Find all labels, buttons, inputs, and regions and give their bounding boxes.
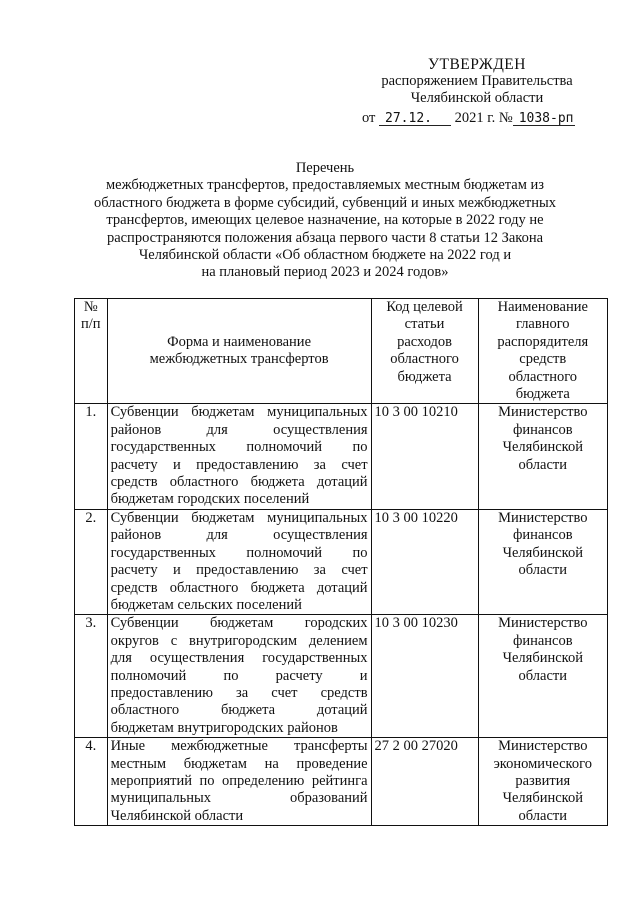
transfer-name-line: расчету и предоставлению за счет — [110, 562, 368, 579]
transfer-name-line: Челябинской области — [110, 807, 244, 824]
transfer-name — [107, 404, 371, 509]
header-admin-line: Наименование — [497, 299, 588, 315]
target-code: 27 2 00 27020 — [371, 738, 478, 826]
administrator-line: Министерство — [498, 509, 588, 526]
header-num-line: п/п — [81, 316, 101, 333]
header-admin-line: средств — [519, 351, 567, 368]
approval-number: 1038-рп — [513, 112, 575, 126]
header-admin-line: бюджета — [515, 386, 570, 403]
transfer-name-line: районов для осуществления — [110, 421, 368, 438]
administrator-line: финансов — [512, 527, 573, 544]
transfer-name — [107, 738, 371, 826]
transfer-name-line: мероприятий по определению рейтинга — [110, 772, 368, 789]
transfer-name-line: бюджетам сельских поселений — [110, 596, 302, 613]
administrator-line: Министерство — [498, 738, 588, 755]
administrator-line: финансов — [512, 632, 573, 649]
header-code-line: областного — [390, 351, 459, 368]
transfer-name-line: муниципальных образований — [110, 790, 368, 807]
header-num — [75, 299, 108, 404]
header-code-line: статьи — [404, 316, 445, 333]
row-number: 2. — [75, 509, 108, 614]
header-form-line: межбюджетных трансфертов — [149, 351, 329, 368]
header-form — [107, 299, 371, 404]
table-row — [75, 509, 608, 614]
table-header-row — [75, 299, 608, 404]
transfer-name-line: Субвенции бюджетам муниципальных — [110, 404, 368, 421]
header-code-line: расходов — [397, 333, 453, 350]
header-code-line: Код целевой — [386, 299, 463, 315]
row-number: 1. — [75, 404, 108, 509]
administrator-line: экономического — [493, 755, 592, 772]
administrator-line: Министерство — [498, 404, 588, 421]
budget-administrator — [478, 738, 607, 826]
transfer-name-line: государственных полномочий по — [110, 439, 368, 456]
header-admin — [478, 299, 607, 404]
transfer-name-line: бюджетам городских поселений — [110, 491, 310, 508]
row-number: 4. — [75, 738, 108, 826]
target-code: 10 3 00 10230 — [371, 615, 478, 738]
header-code — [371, 299, 478, 404]
table-row — [75, 615, 608, 738]
transfer-name-line: государственных полномочий по — [110, 544, 368, 561]
table-row — [75, 404, 608, 509]
administrator-line: области — [518, 562, 568, 579]
transfer-name-line: бюджетам внутригородских районов — [110, 719, 338, 736]
transfer-name-line: полномочий по расчету и — [110, 667, 368, 684]
administrator-line: Челябинской — [502, 544, 583, 561]
approval-date-line — [362, 110, 592, 127]
budget-administrator — [478, 509, 607, 614]
approval-year: 2021 г. — [454, 110, 496, 126]
administrator-line: области — [518, 456, 568, 473]
administrator-line: Челябинской — [502, 650, 583, 667]
header-code-line: бюджета — [397, 368, 452, 385]
administrator-line: Челябинской — [502, 790, 583, 807]
transfer-name-line: Субвенции бюджетам городских — [110, 615, 368, 632]
header-admin-line: главного — [515, 316, 570, 333]
row-number: 3. — [75, 615, 108, 738]
budget-administrator — [478, 615, 607, 738]
title-line: Перечень — [295, 160, 355, 176]
approval-stamp: УТВЕРЖДЕН — [428, 56, 526, 73]
title-line: Челябинской области «Об областном бюджете на 2022 год и — [138, 247, 512, 264]
title-line: областного бюджета в форме субсидий, субвенций и иных межбюджетных — [94, 194, 556, 211]
transfer-name-line: районов для осуществления — [110, 527, 368, 544]
administrator-line: финансов — [512, 421, 573, 438]
approval-date: 27.12. — [379, 112, 451, 126]
document-title — [90, 160, 560, 282]
transfer-name-line: Субвенции бюджетам муниципальных — [110, 509, 368, 526]
administrator-line: Министерство — [498, 615, 588, 632]
transfer-name — [107, 509, 371, 614]
header-form-line: Форма и наименование — [167, 333, 312, 350]
title-line: распространяются положения абзаца первого части 8 статьи 12 Закона — [106, 229, 544, 246]
transfer-name — [107, 615, 371, 738]
transfer-name-line: Иные межбюджетные трансферты — [110, 738, 368, 755]
transfer-name-line: местным бюджетам на проведение — [110, 755, 368, 772]
administrator-line: области — [518, 667, 568, 684]
approval-number-sign: № — [498, 110, 513, 126]
administrator-line: Челябинской — [502, 439, 583, 456]
transfers-table — [74, 298, 608, 826]
budget-administrator — [478, 404, 607, 509]
transfer-name-line: для осуществления государственных — [110, 650, 368, 667]
title-line: трансфертов, имеющих целевое назначение, на которые в 2022 году не — [106, 212, 544, 229]
approval-from: от — [362, 110, 376, 126]
target-code: 10 3 00 10210 — [371, 404, 478, 509]
target-code: 10 3 00 10220 — [371, 509, 478, 614]
administrator-line: области — [518, 807, 568, 824]
transfer-name-line: расчету и предоставлению за счет — [110, 456, 368, 473]
transfer-name-line: предоставлению за счет средств — [110, 684, 368, 701]
approval-line-1: распоряжением Правительства — [381, 73, 573, 89]
header-admin-line: областного — [508, 368, 578, 385]
transfer-name-line: областного бюджета дотаций — [110, 702, 368, 719]
transfer-name-line: средств областного бюджета дотаций — [110, 474, 368, 491]
table-row — [75, 738, 608, 826]
approval-block — [362, 56, 592, 127]
administrator-line: развития — [515, 772, 571, 789]
header-num-line: № — [83, 299, 98, 315]
header-admin-line: распорядителя — [497, 333, 589, 350]
transfer-name-line: средств областного бюджета дотаций — [110, 579, 368, 596]
approval-line-2: Челябинской области — [410, 90, 544, 106]
title-line: на плановый период 2023 и 2024 годов» — [201, 264, 449, 281]
title-line: межбюджетных трансфертов, предоставляемых местным бюджетам из — [105, 177, 545, 194]
transfer-name-line: округов с внутригородским делением — [110, 632, 368, 649]
